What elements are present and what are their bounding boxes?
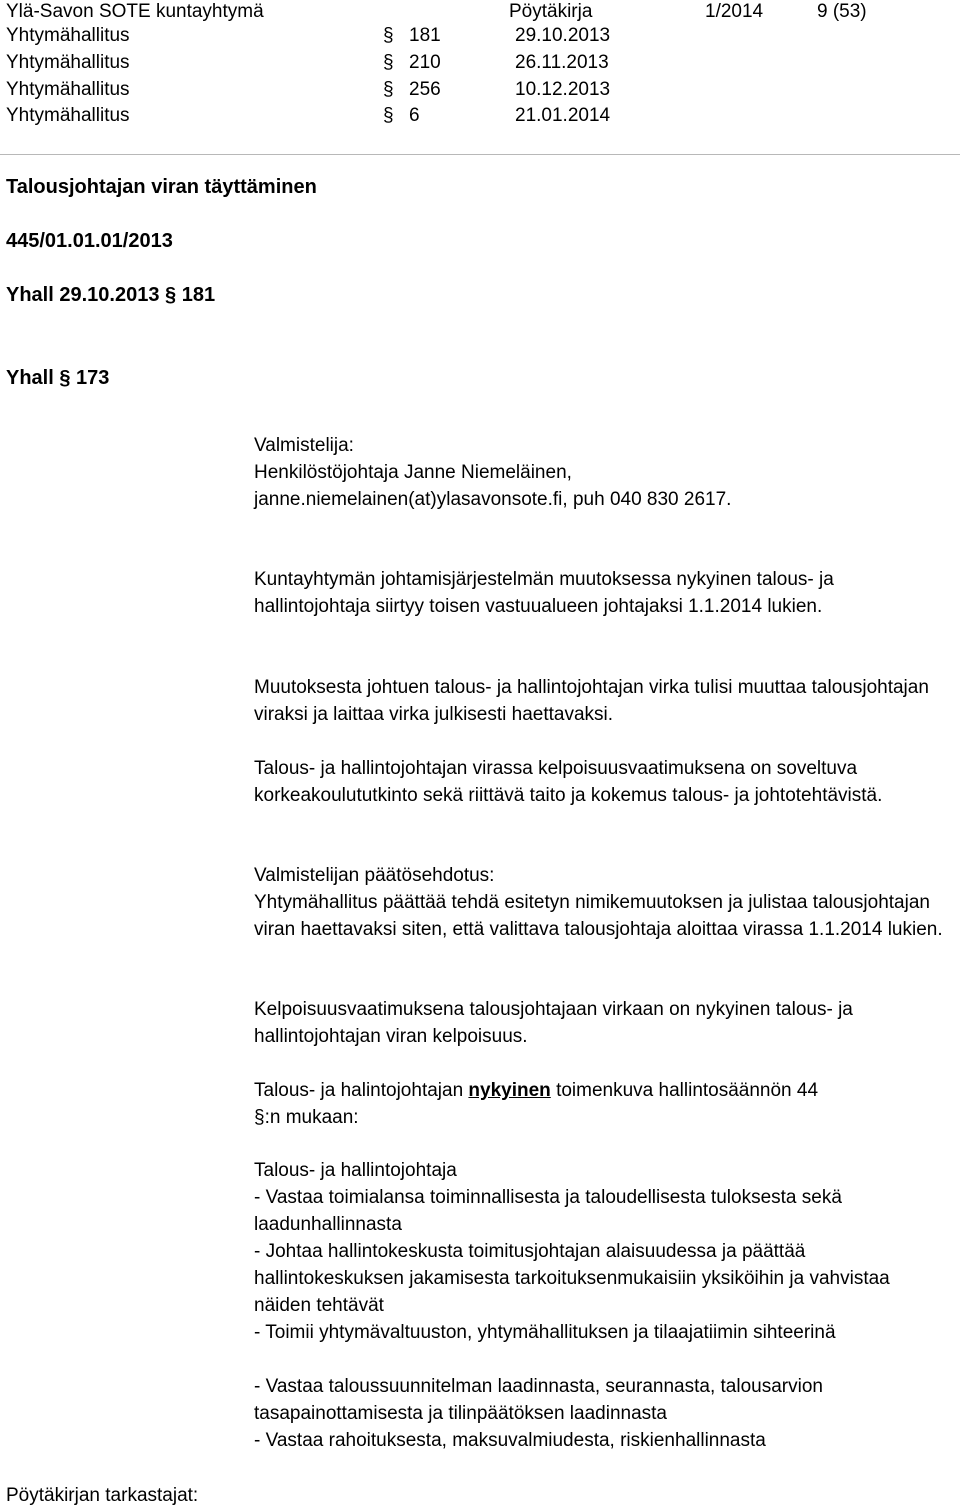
previous-reference-number: 181	[181, 284, 216, 306]
history-row	[6, 76, 706, 103]
history-body: Yhtymähallitus	[6, 79, 130, 100]
duty-item: - Vastaa rahoituksesta, maksuvalmiudesta, riskienhallinnasta	[254, 1430, 766, 1451]
paragraph-current-duties-line1	[254, 1077, 818, 1104]
paragraph-background: Kuntayhtymän johtamisjärjestelmän muutoksessa nykyinen talous- ja hallintojohtaja siirtyy toisen vastuualueen johtajaksi 1.1.2014 lukien.	[254, 569, 834, 617]
history-number: 210	[409, 52, 441, 73]
history-number: 6	[409, 105, 420, 126]
section-sign: §	[383, 79, 394, 100]
section-sign: §	[59, 367, 71, 389]
header-divider	[0, 154, 960, 155]
history-date: 21.01.2014	[515, 105, 611, 126]
organization-name: Ylä-Savon SOTE kuntayhtymä	[6, 1, 264, 22]
duty-item: - Johtaa hallintokeskusta toimitusjohtajan alaisuudessa ja päättää hallintokeskuksen jakamisesta tarkoituksenmukaisiin yksiköihin ja vahvistaa näiden tehtävät	[254, 1241, 890, 1316]
section-sign: §	[383, 25, 394, 46]
current-duties-suffix: :n mukaan:	[264, 1107, 359, 1128]
history-date: 26.11.2013	[515, 52, 609, 73]
document-number: 1/2014	[705, 1, 764, 22]
history-row	[6, 49, 706, 76]
preparer-name: Henkilöstöjohtaja Janne Niemeläinen,	[254, 462, 572, 483]
preparer-contact: janne.niemelainen(at)ylasavonsote.fi, puh 040 830 2617.	[254, 489, 732, 510]
history-body: Yhtymähallitus	[6, 105, 130, 126]
document-type: Pöytäkirja	[509, 1, 593, 22]
previous-reference-prefix: Yhall 29.10.2013	[6, 284, 160, 306]
minutes-checkers-label: Pöytäkirjan tarkastajat:	[6, 1485, 199, 1506]
history-body: Yhtymähallitus	[6, 25, 130, 46]
preparer-label: Valmistelija:	[254, 435, 354, 456]
section-sign: §	[165, 284, 177, 306]
history-row	[6, 22, 706, 49]
duties-heading: Talous- ja hallintojohtaja	[254, 1160, 457, 1181]
current-reference-number: 173	[76, 367, 110, 389]
current-duties-text-before: Talous- ja halintojohtajan	[254, 1080, 469, 1101]
history-date: 10.12.2013	[515, 79, 611, 100]
current-reference-prefix: Yhall	[6, 367, 54, 389]
section-sign: §	[383, 105, 394, 126]
history-number: 181	[409, 25, 441, 46]
page-title: Talousjohtajan viran täyttäminen	[6, 176, 317, 198]
duty-item: - Vastaa toimialansa toiminnallisesta ja taloudellisesta tuloksesta sekä laadunhallinnasta	[254, 1187, 842, 1235]
record-number: 445/01.01.01/2013	[6, 230, 173, 252]
paragraph-change: Muutoksesta johtuen talous- ja hallintojohtajan virka tulisi muuttaa talousjohtajan viraksi ja laittaa virka julkisesti haettavaksi.	[254, 677, 929, 725]
current-duties-text-after: toimenkuva hallintosäännön 44	[550, 1080, 819, 1101]
section-sign: §	[254, 1107, 265, 1128]
current-duties-emphasis: nykyinen	[468, 1080, 551, 1101]
previous-reference	[6, 282, 215, 309]
history-row	[6, 102, 706, 129]
duty-item: - Vastaa taloussuunnitelman laadinnasta, seurannasta, talousarvion tasapainottamisesta ja tilinpäätöksen laadinnasta	[254, 1376, 823, 1424]
page-number: 9 (53)	[817, 1, 867, 22]
duty-item: - Toimii yhtymävaltuuston, yhtymähallituksen ja tilaajatiimin sihteerinä	[254, 1322, 836, 1343]
history-number: 256	[409, 79, 441, 100]
proposal-label: Valmistelijan päätösehdotus:	[254, 865, 495, 886]
paragraph-qualifications: Talous- ja hallintojohtajan virassa kelpoisuusvaatimuksena on soveltuva korkeakoulututkinto sekä riittävä taito ja kokemus talous- ja johtotehtävistä.	[254, 758, 883, 806]
section-sign: §	[383, 52, 394, 73]
proposal-text: Yhtymähallitus päättää tehdä esitetyn nimikemuutoksen ja julistaa talousjohtajan viran haettavaksi siten, että valittava talousjohtaja aloittaa virassa 1.1.2014 lukien.	[254, 892, 943, 940]
history-date: 29.10.2013	[515, 25, 611, 46]
paragraph-current-duties-line2	[254, 1104, 359, 1131]
history-body: Yhtymähallitus	[6, 52, 130, 73]
current-reference	[6, 365, 109, 392]
paragraph-eligibility: Kelpoisuusvaatimuksena talousjohtajaan virkaan on nykyinen talous- ja hallintojohtajan viran kelpoisuus.	[254, 999, 853, 1047]
